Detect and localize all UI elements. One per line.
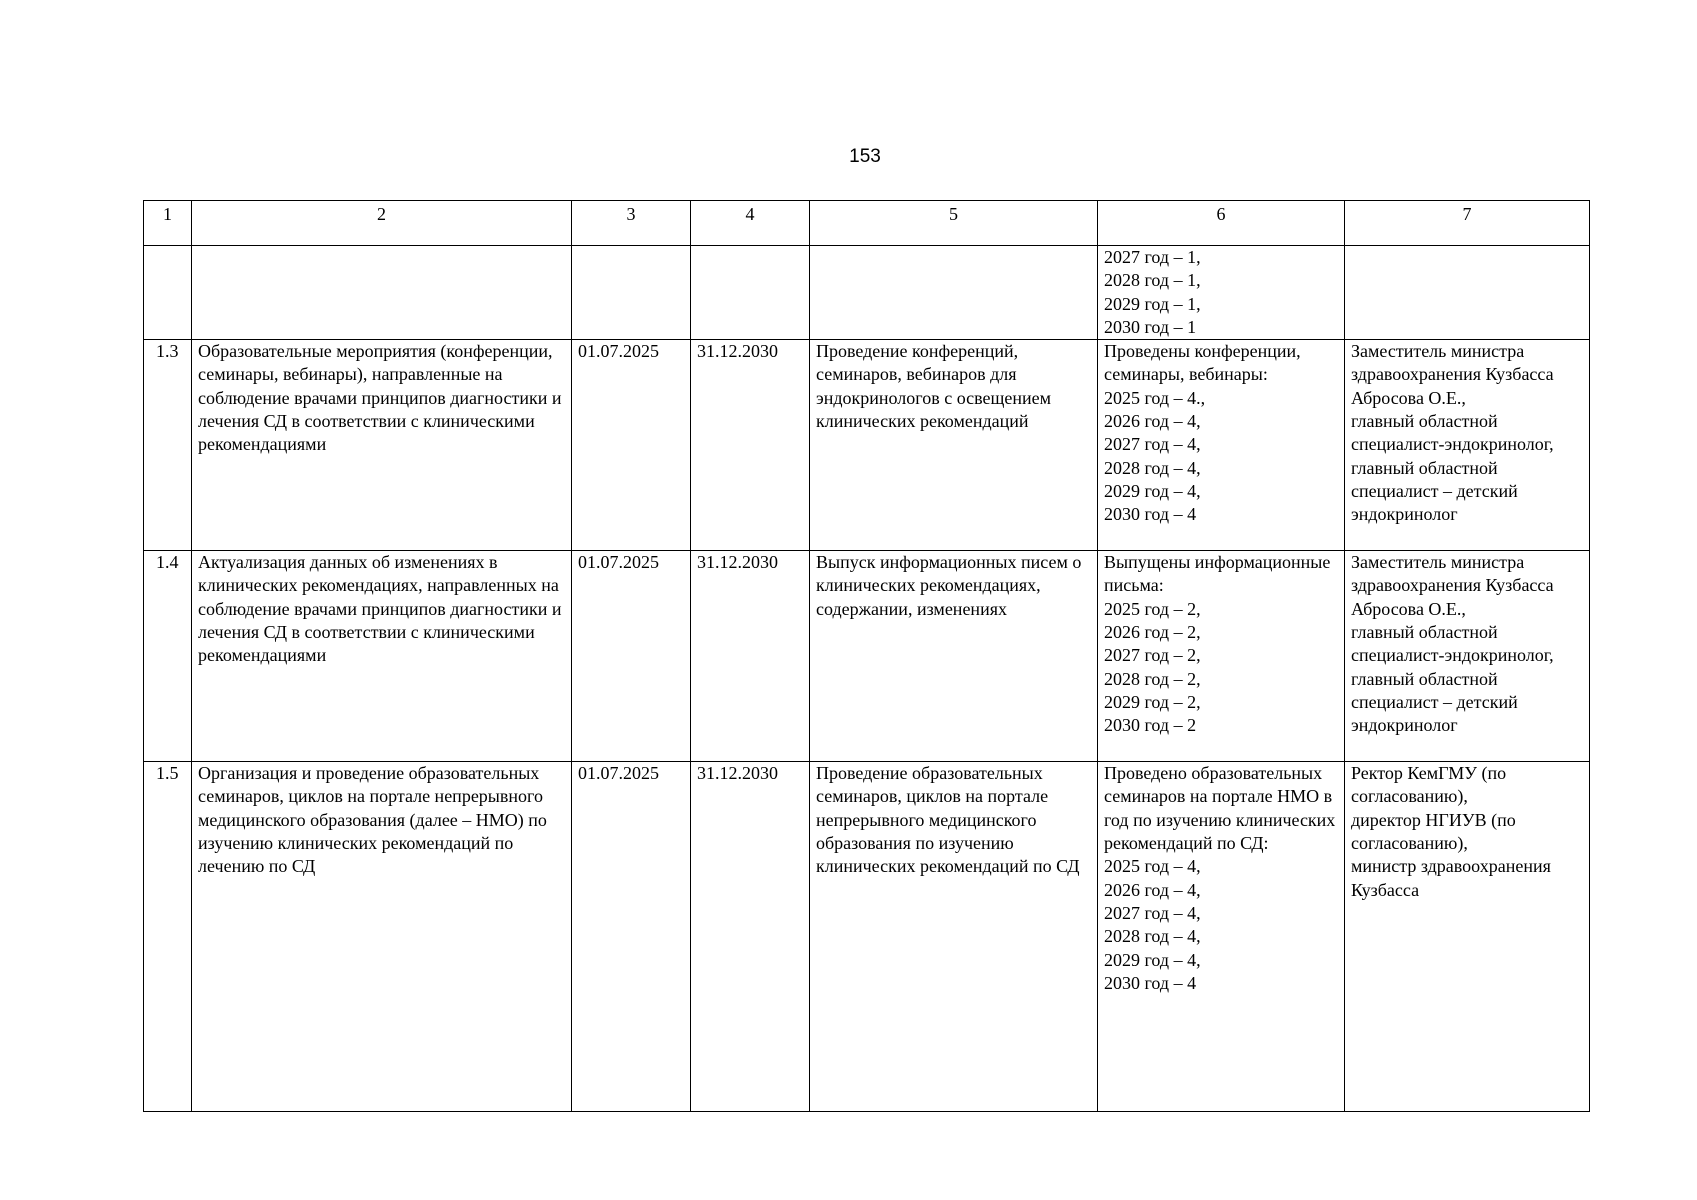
responsible-cell: Заместитель министра здравоохранения Кузбасса Абросова О.Е., главный областной специалист-эндокринолог, главный областной специалист – детский эндокринолог: [1345, 551, 1590, 762]
end-date-cell: 31.12.2030: [691, 762, 810, 1112]
start-date-cell: 01.07.2025: [572, 340, 691, 551]
responsible-cell: Ректор КемГМУ (по согласованию), директор НГИУВ (по согласованию), министр здравоохранения Кузбасса: [1345, 762, 1590, 1112]
column-header: 7: [1345, 201, 1590, 246]
description-cell: Проведение образовательных семинаров, циклов на портале непрерывного медицинского образования по изучению клинических рекомендаций по СД: [810, 762, 1098, 1112]
column-header: 3: [572, 201, 691, 246]
table-row: [144, 762, 1590, 1112]
result-cell: 2027 год – 1, 2028 год – 1, 2029 год – 1, 2030 год – 1: [1098, 246, 1345, 340]
end-date-cell: [691, 246, 810, 340]
description-cell: [810, 246, 1098, 340]
measure-cell: Образовательные мероприятия (конференции, семинары, вебинары), направленные на соблюдение врачами принципов диагностики и лечения СД в соответствии с клиническими рекомендациями: [192, 340, 572, 551]
responsible-cell: [1345, 246, 1590, 340]
column-header: 4: [691, 201, 810, 246]
start-date-cell: [572, 246, 691, 340]
row-number: 1.5: [144, 762, 192, 1112]
column-header: 5: [810, 201, 1098, 246]
row-number: 1.3: [144, 340, 192, 551]
result-cell: Проведены конференции, семинары, вебинары: 2025 год – 4., 2026 год – 4, 2027 год – 4, 2028 год – 4, 2029 год – 4, 2030 год – 4: [1098, 340, 1345, 551]
start-date-cell: 01.07.2025: [572, 551, 691, 762]
end-date-cell: 31.12.2030: [691, 340, 810, 551]
column-header: 1: [144, 201, 192, 246]
table-header-row: [144, 201, 1590, 246]
table-row: [144, 246, 1590, 340]
measure-cell: [192, 246, 572, 340]
start-date-cell: 01.07.2025: [572, 762, 691, 1112]
result-cell: Проведено образовательных семинаров на портале НМО в год по изучению клинических рекомендаций по СД: 2025 год – 4, 2026 год – 4, 2027 год – 4, 2028 год – 4, 2029 год – 4, 2030 год – 4: [1098, 762, 1345, 1112]
table-row: [144, 551, 1590, 762]
measures-table: [143, 200, 1590, 1112]
end-date-cell: 31.12.2030: [691, 551, 810, 762]
description-cell: Проведение конференций, семинаров, вебинаров для эндокринологов с освещением клинических рекомендаций: [810, 340, 1098, 551]
responsible-cell: Заместитель министра здравоохранения Кузбасса Абросова О.Е., главный областной специалист-эндокринолог, главный областной специалист – детский эндокринолог: [1345, 340, 1590, 551]
description-cell: Выпуск информационных писем о клинических рекомендациях, содержании, изменениях: [810, 551, 1098, 762]
page-number: 153: [849, 146, 881, 167]
row-number: 1.4: [144, 551, 192, 762]
result-cell: Выпущены информационные письма: 2025 год – 2, 2026 год – 2, 2027 год – 2, 2028 год – 2, 2029 год – 2, 2030 год – 2: [1098, 551, 1345, 762]
table-row: [144, 340, 1590, 551]
column-header: 6: [1098, 201, 1345, 246]
column-header: 2: [192, 201, 572, 246]
row-number: [144, 246, 192, 340]
measure-cell: Организация и проведение образовательных семинаров, циклов на портале непрерывного медицинского образования (далее – НМО) по изучению клинических рекомендаций по лечению по СД: [192, 762, 572, 1112]
measure-cell: Актуализация данных об изменениях в клинических рекомендациях, направленных на соблюдение врачами принципов диагностики и лечения СД в соответствии с клиническими рекомендациями: [192, 551, 572, 762]
